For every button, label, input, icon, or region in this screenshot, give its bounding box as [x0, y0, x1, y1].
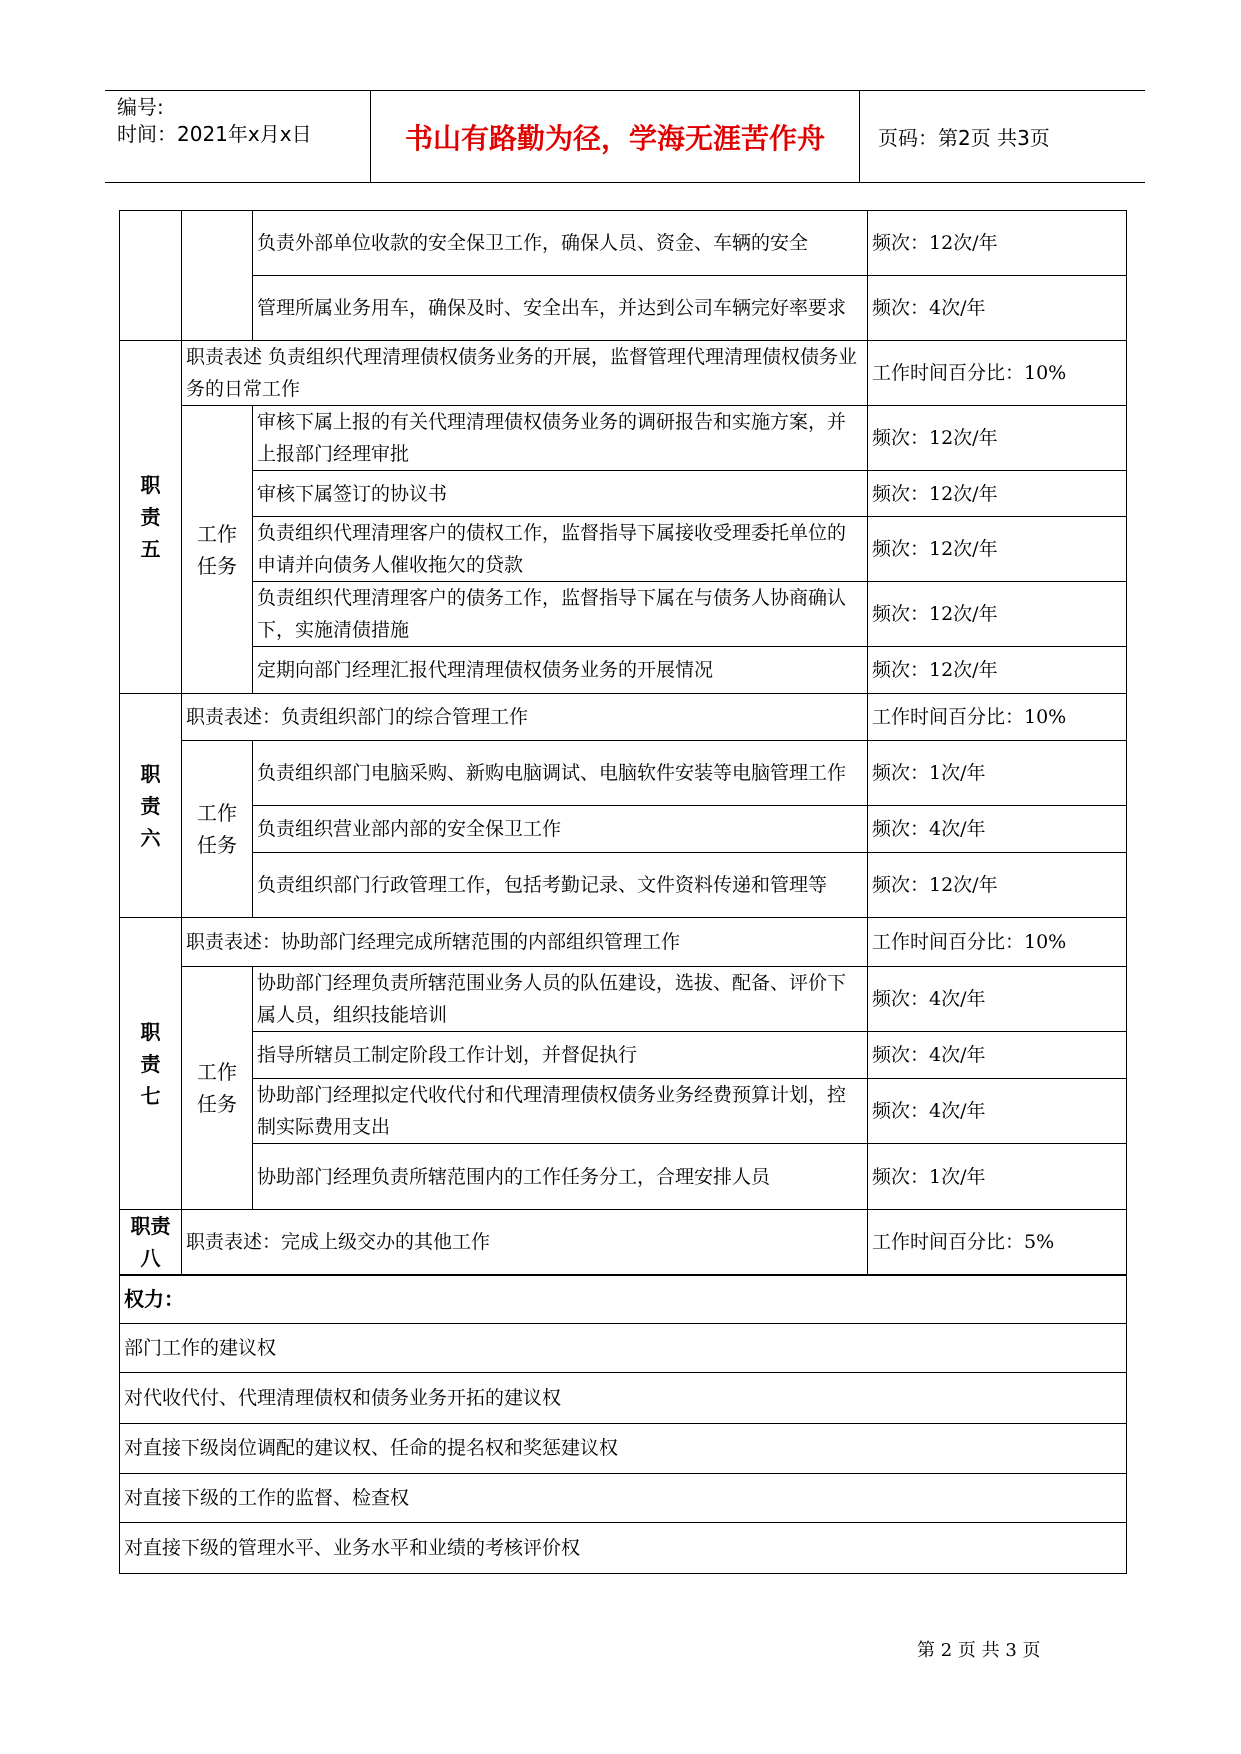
table-row	[120, 1423, 1127, 1473]
task-text: 管理所属业务用车，确保及时、安全出车，并达到公司车辆完好率要求	[253, 276, 868, 341]
task-frequency: 频次：4次/年	[868, 1079, 1127, 1144]
table-row	[120, 276, 1127, 341]
task-frequency: 频次：4次/年	[868, 806, 1127, 853]
duty-seven-label: 职责七	[120, 918, 182, 1210]
task-text: 定期向部门经理汇报代理清理债权债务业务的开展情况	[253, 647, 868, 694]
duty-six-task-label: 工作任务	[182, 741, 253, 918]
header-slogan: 书山有路勤为径，学海无涯苦作舟	[370, 91, 860, 182]
table-row	[120, 1372, 1127, 1423]
task-frequency: 频次：1次/年	[868, 1144, 1127, 1210]
duty-five-percent: 工作时间百分比：10%	[868, 341, 1127, 406]
task-text: 负责组织部门行政管理工作，包括考勤记录、文件资料传递和管理等	[253, 853, 868, 918]
task-frequency: 频次：4次/年	[868, 276, 1127, 341]
task-frequency: 频次：4次/年	[868, 967, 1127, 1032]
duty-seven-percent: 工作时间百分比：10%	[868, 918, 1127, 967]
table-row	[120, 471, 1127, 517]
duty-six-label: 职责六	[120, 694, 182, 918]
table-row	[120, 1032, 1127, 1079]
table-row	[120, 582, 1127, 647]
duty-five-task-label: 工作任务	[182, 406, 253, 694]
duty-label-cell	[120, 211, 182, 341]
task-frequency: 频次：12次/年	[868, 582, 1127, 647]
task-text: 负责组织营业部内部的安全保卫工作	[253, 806, 868, 853]
duty-eight-label: 职责八	[120, 1210, 182, 1276]
header-meta	[117, 91, 372, 182]
table-row	[120, 1079, 1127, 1144]
task-text: 协助部门经理拟定代收代付和代理清理债权债务业务经费预算计划，控制实际费用支出	[253, 1079, 868, 1144]
document-number-label: 编号:	[117, 95, 164, 119]
table-row	[120, 967, 1127, 1032]
task-text: 负责组织代理清理客户的债权工作，监督指导下属接收受理委托单位的申请并向债务人催收拖欠的贷款	[253, 517, 868, 582]
table-row	[120, 1473, 1127, 1522]
table-row	[120, 1144, 1127, 1210]
table-row	[120, 1323, 1127, 1372]
duty-eight-summary: 职责表述：完成上级交办的其他工作	[182, 1210, 868, 1276]
power-item: 部门工作的建议权	[120, 1323, 1127, 1372]
document-time: 时间：2021年x月x日	[117, 122, 312, 146]
table-row	[120, 806, 1127, 853]
table-row	[120, 918, 1127, 967]
task-frequency: 频次：12次/年	[868, 406, 1127, 471]
task-text: 审核下属上报的有关代理清理债权债务业务的调研报告和实施方案，并上报部门经理审批	[253, 406, 868, 471]
table-row	[120, 406, 1127, 471]
duty-seven-summary: 职责表述：协助部门经理完成所辖范围的内部组织管理工作	[182, 918, 868, 967]
task-text: 协助部门经理负责所辖范围业务人员的队伍建设，选拔、配备、评价下属人员，组织技能培训	[253, 967, 868, 1032]
table-row	[120, 1210, 1127, 1276]
table-row	[120, 853, 1127, 918]
duty-eight-percent: 工作时间百分比：5%	[868, 1210, 1127, 1276]
power-item: 对代收代付、代理清理债权和债务业务开拓的建议权	[120, 1372, 1127, 1423]
power-item: 对直接下级的管理水平、业务水平和业绩的考核评价权	[120, 1522, 1127, 1573]
task-text: 负责外部单位收款的安全保卫工作，确保人员、资金、车辆的安全	[253, 211, 868, 276]
task-frequency: 频次：1次/年	[868, 741, 1127, 806]
task-text: 负责组织部门电脑采购、新购电脑调试、电脑软件安装等电脑管理工作	[253, 741, 868, 806]
task-frequency: 频次：12次/年	[868, 211, 1127, 276]
duty-six-summary: 职责表述：负责组织部门的综合管理工作	[182, 694, 868, 741]
page-header	[105, 90, 1145, 183]
task-text: 负责组织代理清理客户的债务工作，监督指导下属在与债务人协商确认下，实施清债措施	[253, 582, 868, 647]
task-frequency: 频次：12次/年	[868, 647, 1127, 694]
duty-five-summary: 职责表述 负责组织代理清理债权债务业务的开展，监督管理代理清理债权债务业务的日常工作	[182, 341, 868, 406]
table-row	[120, 741, 1127, 806]
duty-six-percent: 工作时间百分比：10%	[868, 694, 1127, 741]
duty-table	[119, 210, 1127, 1574]
task-frequency: 频次：12次/年	[868, 517, 1127, 582]
powers-heading: 权力：	[120, 1275, 1127, 1323]
table-row	[120, 1522, 1127, 1573]
table-row	[120, 1275, 1127, 1323]
table-row	[120, 341, 1127, 406]
task-frequency: 频次：12次/年	[868, 853, 1127, 918]
table-row	[120, 647, 1127, 694]
table-row	[120, 517, 1127, 582]
page-footer: 第 2 页 共 3 页	[917, 1640, 1041, 1661]
header-page-number: 页码：第2页 共3页	[878, 126, 1050, 150]
task-text: 指导所辖员工制定阶段工作计划，并督促执行	[253, 1032, 868, 1079]
duty-seven-task-label: 工作任务	[182, 967, 253, 1210]
power-item: 对直接下级的工作的监督、检查权	[120, 1473, 1127, 1522]
task-label-cell	[182, 211, 253, 341]
power-item: 对直接下级岗位调配的建议权、任命的提名权和奖惩建议权	[120, 1423, 1127, 1473]
duty-five-label: 职责五	[120, 341, 182, 694]
table-row	[120, 211, 1127, 276]
task-text: 协助部门经理负责所辖范围内的工作任务分工，合理安排人员	[253, 1144, 868, 1210]
task-text: 审核下属签订的协议书	[253, 471, 868, 517]
task-frequency: 频次：4次/年	[868, 1032, 1127, 1079]
table-row	[120, 694, 1127, 741]
task-frequency: 频次：12次/年	[868, 471, 1127, 517]
